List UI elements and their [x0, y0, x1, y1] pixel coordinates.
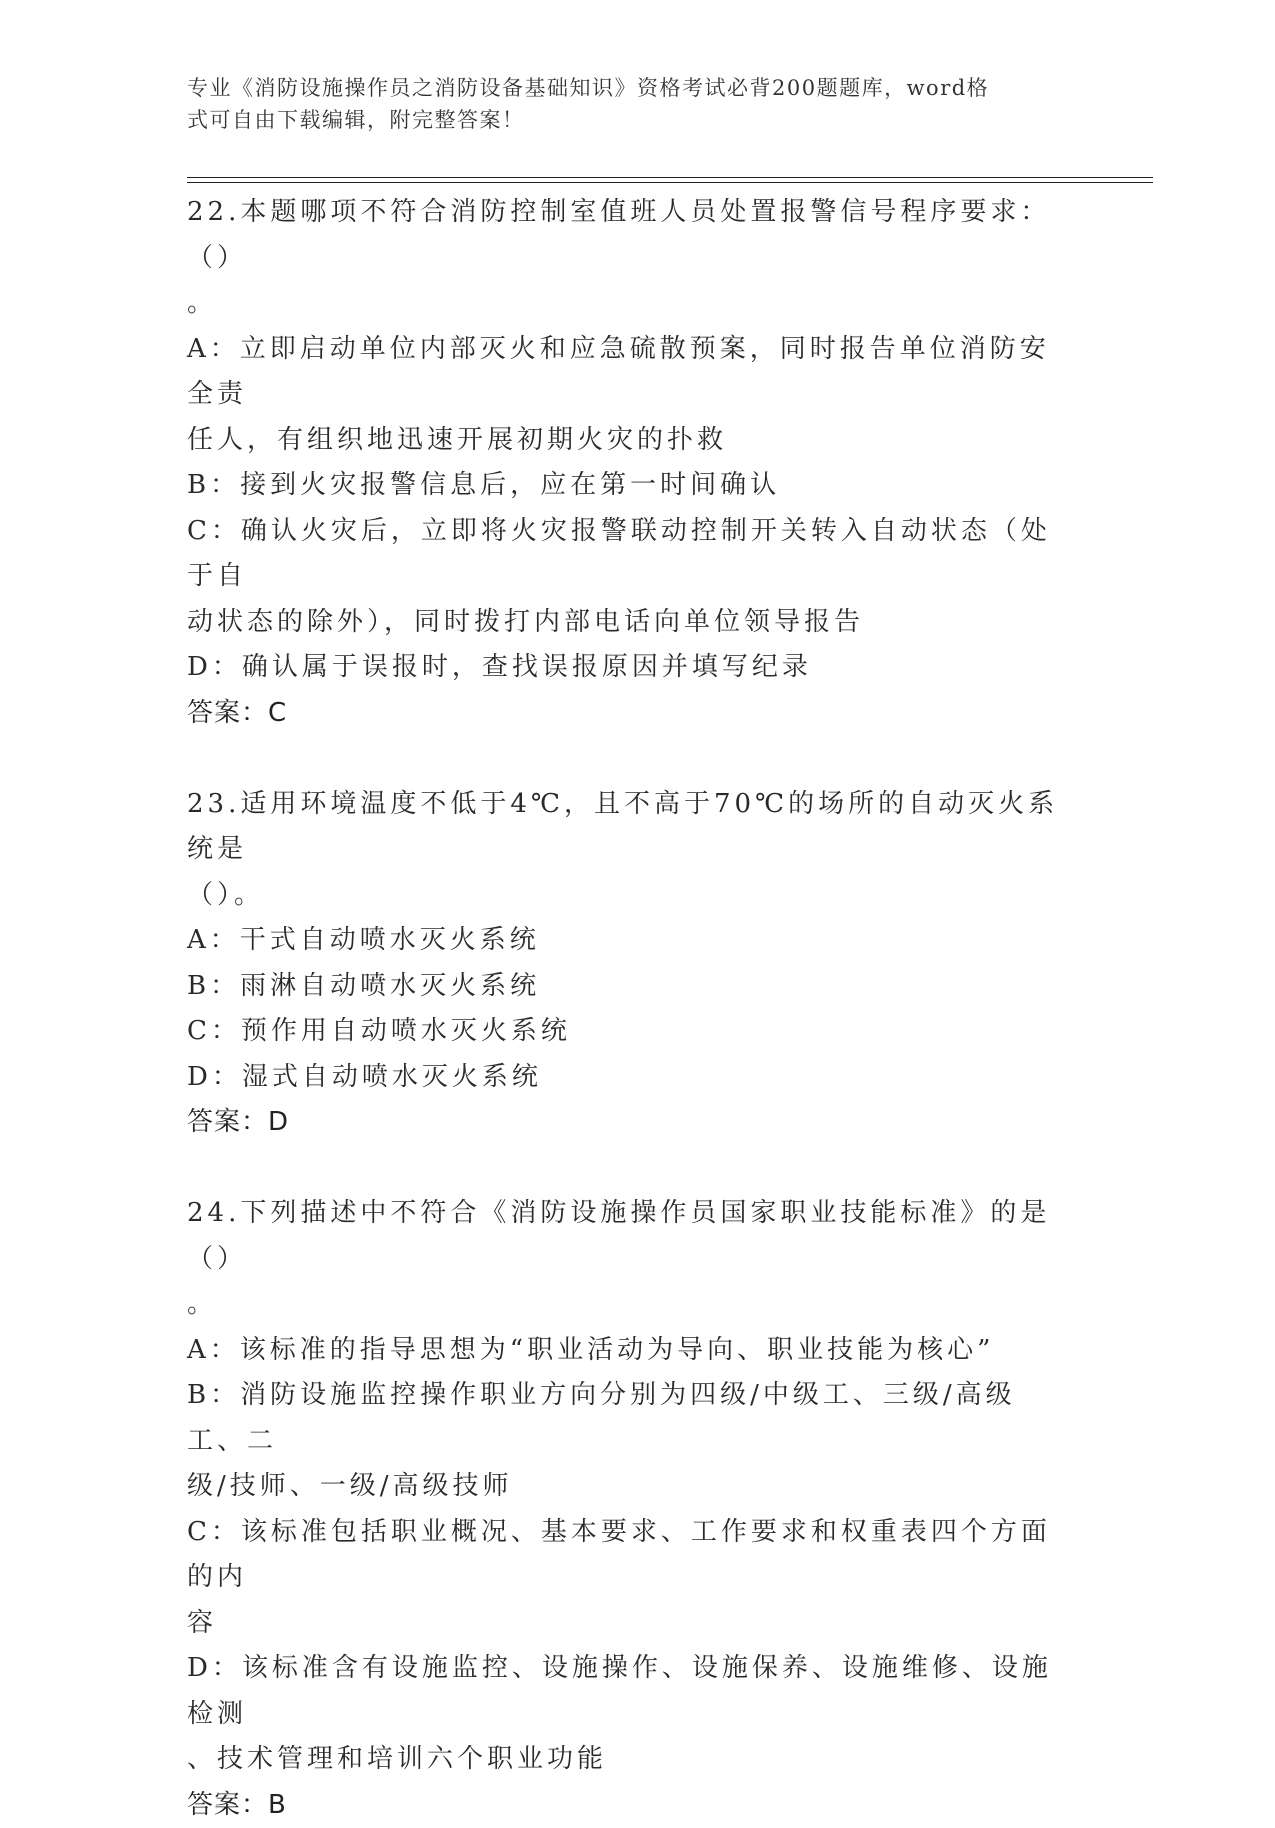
option-d: D：该标准含有设施监控、设施操作、设施保养、设施维修、设施检测	[187, 1646, 1067, 1737]
option-c: 动状态的除外），同时拨打内部电话向单位领导报告	[187, 600, 1067, 646]
option-b: B：接到火灾报警信息后，应在第一时间确认	[187, 463, 1067, 509]
answer: 答案：B	[187, 1783, 1067, 1828]
question-list	[187, 190, 1067, 1828]
option-c: C：该标准包括职业概况、基本要求、工作要求和权重表四个方面的内	[187, 1510, 1067, 1601]
question-24	[187, 1191, 1067, 1828]
question-text: （）。	[187, 873, 1067, 919]
answer: 答案：D	[187, 1100, 1067, 1146]
option-a: A：立即启动单位内部灭火和应急硫散预案，同时报告单位消防安全责	[187, 327, 1067, 418]
option-a: A：干式自动喷水灭火系统	[187, 918, 1067, 964]
option-c: C：预作用自动喷水灭火系统	[187, 1009, 1067, 1055]
header-rule-bottom	[187, 182, 1153, 183]
question-text: 23.适用环境温度不低于4℃，且不高于70℃的场所的自动灭火系统是	[187, 782, 1067, 873]
option-d: D：湿式自动喷水灭火系统	[187, 1055, 1067, 1101]
option-b: 级/技师、一级/高级技师	[187, 1464, 1067, 1510]
option-b: B：消防设施监控操作职业方向分别为四级/中级工、三级/高级工、二	[187, 1373, 1067, 1464]
option-a: A：该标准的指导思想为“职业活动为导向、职业技能为核心”	[187, 1328, 1067, 1374]
header-rule-top	[187, 177, 1153, 178]
option-b: B：雨淋自动喷水灭火系统	[187, 964, 1067, 1010]
document-header	[187, 72, 1067, 136]
question-text: 。	[187, 1282, 1067, 1328]
question-text: 24.下列描述中不符合《消防设施操作员国家职业技能标准》的是（）	[187, 1191, 1067, 1282]
question-text: 。	[187, 281, 1067, 327]
option-c: 容	[187, 1601, 1067, 1647]
question-23	[187, 782, 1067, 1146]
question-spacer	[187, 736, 1067, 782]
option-d: D：确认属于误报时，查找误报原因并填写纪录	[187, 645, 1067, 691]
option-a: 任人，有组织地迅速开展初期火灾的扑救	[187, 418, 1067, 464]
question-text: 22.本题哪项不符合消防控制室值班人员处置报警信号程序要求：（）	[187, 190, 1067, 281]
header-line-1: 专业《消防设施操作员之消防设备基础知识》资格考试必背200题题库，word格	[187, 72, 1067, 104]
answer: 答案：C	[187, 691, 1067, 737]
option-c: C：确认火灾后，立即将火灾报警联动控制开关转入自动状态（处于自	[187, 509, 1067, 600]
header-line-2: 式可自由下载编辑，附完整答案！	[187, 104, 1067, 136]
option-d: 、技术管理和培训六个职业功能	[187, 1737, 1067, 1783]
question-22	[187, 190, 1067, 736]
question-spacer	[187, 1146, 1067, 1192]
